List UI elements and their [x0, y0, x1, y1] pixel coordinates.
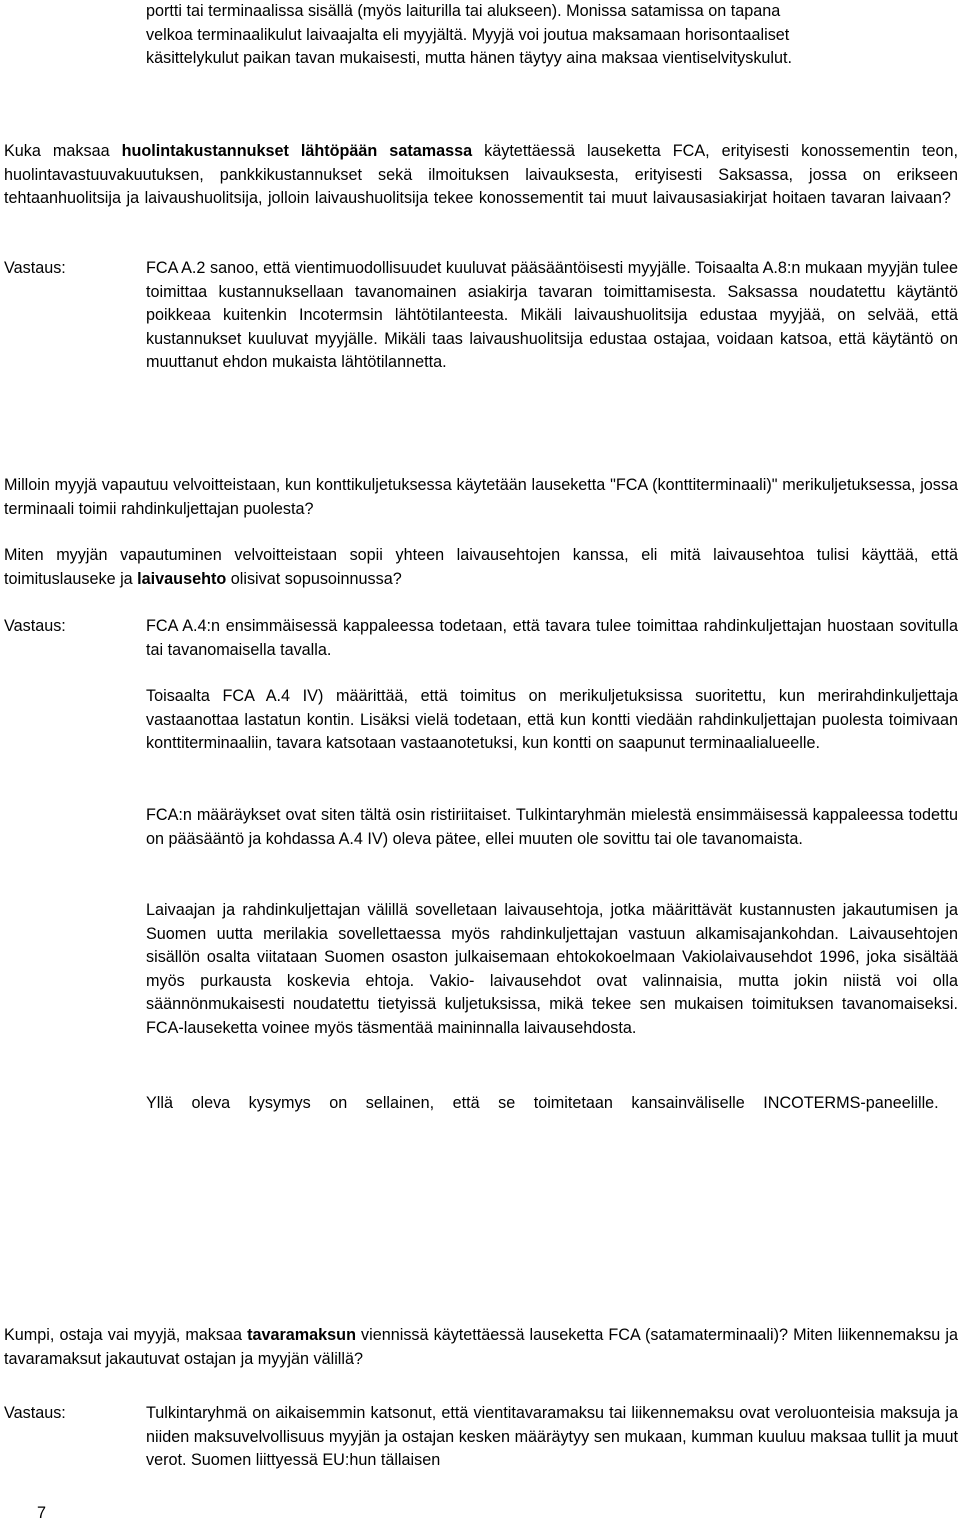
answer-2-paragraph-5: Yllä oleva kysymys on sellainen, että se toimitetaan kansainväliselle INCOTERMS-paneelille.: [146, 1094, 939, 1112]
question-1: [4, 140, 958, 211]
question-4-text-start: Kumpi, ostaja vai myyjä, maksaa: [4, 1326, 248, 1344]
question-3-bold: laivausehto: [137, 569, 227, 588]
intro-line: portti tai terminaalissa sisällä (myös laiturilla tai alukseen). Monissa satamissa on tapana: [146, 2, 781, 20]
page-number: 7: [37, 1504, 47, 1522]
question-1-text-end: käytettäessä lauseketta FCA, erityisesti konossementin teon, huolintavastuuvakuutuksen, pankkikustannukset sekä ilmoituksen laivauksesta, erityisesti Saksassa, jossa on erikseen tehtaanhuolitsija ja laivaushuolitsija, jolloin laivaushuolitsija tekee konossementit tai muut laivausasiakirjat hoitaen tavaran laivaan?: [4, 142, 958, 207]
intro-paragraph: [146, 0, 958, 71]
question-3-text-start: Miten myyjän vapautuminen velvoitteistaan sopii yhteen laivausehtojen kanssa, eli mitä laivausehtoa tulisi käyttää, että toimituslauseke ja: [4, 546, 958, 588]
answer-2-paragraph-1: FCA A.4:n ensimmäisessä kappaleessa todetaan, että tavara tulee toimittaa rahdinkuljettajan huostaan sovitulla tai tavanomaisella tavalla.: [146, 617, 958, 659]
answer-2-label: Vastaus:: [4, 617, 66, 635]
answer-3-text: Tulkintaryhmä on aikaisemmin katsonut, että vientitavaramaksu tai liikennemaksu ovat veroluonteisia maksuja ja niiden maksuvelvollisuus myyjän ja ostajan kesken määräytyy sen mukaan, kumman kuuluu maksaa tullit ja muut verot. Suomen liittyessä EU:hun tällaisen: [146, 1404, 958, 1469]
question-4-bold: tavaramaksun: [247, 1326, 356, 1344]
question-1-text-start: Kuka maksaa: [4, 142, 122, 160]
question-4-text-end: viennissä käytettäessä lauseketta FCA (satamaterminaali)? Miten liikennemaksu ja tavaramaksut jakautuvat ostajan ja myyjän välillä?: [4, 1326, 958, 1368]
answer-1-text: FCA A.2 sanoo, että vientimuodollisuudet kuuluvat pääsääntöisesti myyjälle. Toisaalta A.8:n mukaan myyjän tulee toimittaa kustannuksellaan tavanomainen asiakirja tavaran toimittamisesta. Saksassa noudatettu käytäntö poikkeaa kuitenkin Incotermsin lähtötilanteesta. Mikäli laivaushuolitsija edustaa myyjää, on selvää, että kustannukset kuuluvat myyjälle. Mikäli taas laivaushuolitsija edustaa ostajaa, voidaan katsoa, että käytäntö on muuttanut ehdon mukaista lähtötilannetta.: [146, 259, 958, 371]
answer-1-label: Vastaus:: [4, 259, 66, 277]
question-3: [4, 544, 958, 591]
answer-2-paragraph-4: Laivaajan ja rahdinkuljettajan välillä sovelletaan laivausehtoja, jotka määrittävät kustannusten jakautumisen ja Suomen uutta merilakia sovellettaessa myös rahdinkuljettajan vastuun alkamisajankohdan. Laivausehtojen sisällön osalta viitataan Suomen osaston julkaisemaan ehtokokoelmaan Vakiolaivausehdot 1996, joka sisältää myös purkausta koskevia ehtoja. Vakio- laivausehdot ovat valinnaisia, mutta jokin niistä voi olla säännönmukaisesti noudatettu tietyissä kuljetuksissa, mikä tekee sen mukaisen toimituksen tavanomaiseksi. FCA-lauseketta voinee myös täsmentää maininnalla laivausehdosta.: [146, 901, 958, 1037]
answer-2-paragraph-2: Toisaalta FCA A.4 IV) määrittää, että toimitus on merikuljetuksissa suoritettu, kun merirahdinkuljettaja vastaanottaa lastatun kontin. Lisäksi vielä todetaan, että kun kontti viedään rahdinkuljettajan puolesta toimivaan konttiterminaaliin, tavara katsotaan vastaanotetuksi, kun kontti on saapunut terminaalialueelle.: [146, 687, 958, 752]
question-2: Milloin myyjä vapautuu velvoitteistaan, kun konttikuljetuksessa käytetään lauseketta "FCA (konttiterminaali)" merikuljetuksessa, jossa terminaali toimii rahdinkuljettajan puolesta?: [4, 476, 958, 518]
question-3-text-end: olisivat sopusoinnussa?: [226, 569, 402, 588]
answer-3-label: Vastaus:: [4, 1404, 66, 1422]
question-4: [4, 1324, 958, 1371]
question-1-bold: huolintakustannukset lähtöpään satamassa: [121, 142, 473, 160]
answer-2-paragraph-3: FCA:n määräykset ovat siten tältä osin ristiriitaiset. Tulkintaryhmän mielestä ensimmäisessä kappaleessa todettu on pääsääntö ja kohdassa A.4 IV) oleva pätee, ellei muuten ole sovittu tai ole tavanomaista.: [146, 806, 958, 848]
intro-line: käsittelykulut paikan tavan mukaisesti, mutta hänen täytyy aina maksaa vientiselvityskulut.: [146, 49, 793, 67]
intro-line: velkoa terminaalikulut laivaajalta eli myyjältä. Myyjä voi joutua maksamaan horisontaaliset: [146, 25, 790, 44]
